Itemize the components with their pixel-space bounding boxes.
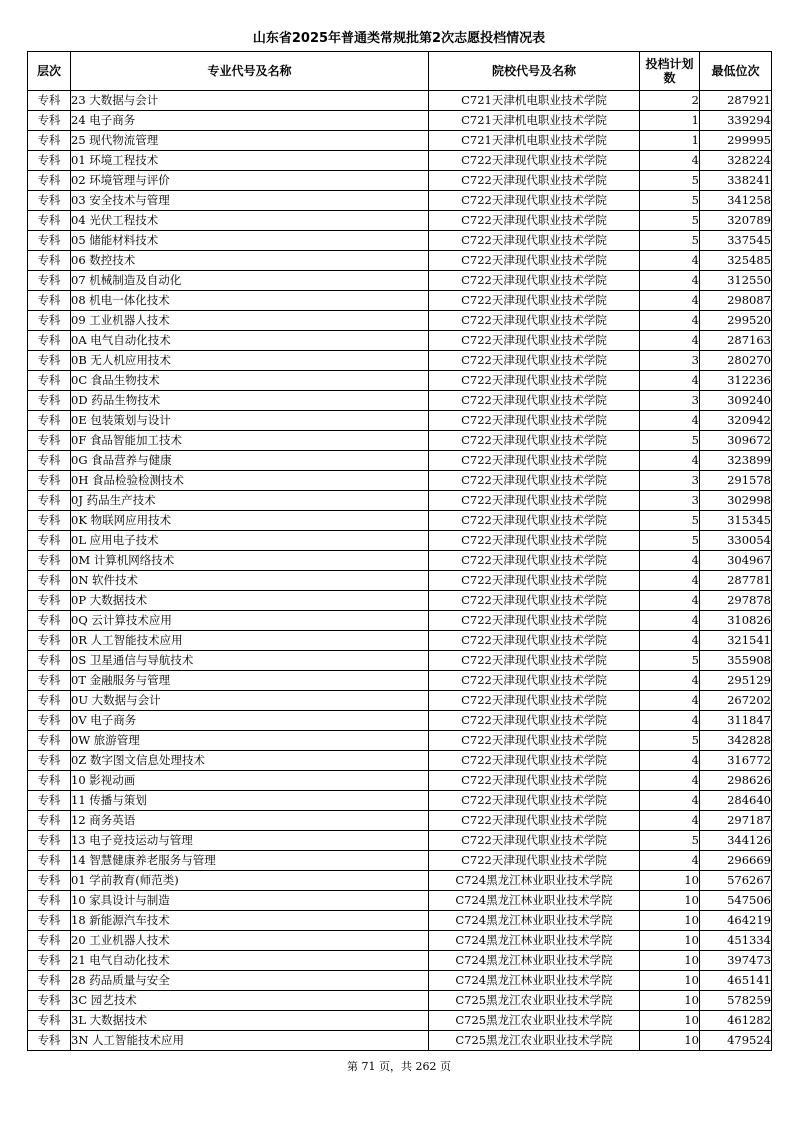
cell-major: 24 电子商务 — [71, 111, 429, 131]
cell-level: 专科 — [28, 531, 71, 551]
cell-level: 专科 — [28, 371, 71, 391]
cell-rank: 298626 — [700, 771, 772, 791]
cell-plan: 4 — [640, 811, 700, 831]
cell-school: C722天津现代职业技术学院 — [429, 571, 640, 591]
cell-level: 专科 — [28, 351, 71, 371]
table-row — [28, 371, 772, 391]
cell-level: 专科 — [28, 651, 71, 671]
cell-plan: 4 — [640, 311, 700, 331]
cell-level: 专科 — [28, 911, 71, 931]
cell-school: C722天津现代职业技术学院 — [429, 631, 640, 651]
cell-plan: 4 — [640, 331, 700, 351]
cell-school: C722天津现代职业技术学院 — [429, 151, 640, 171]
cell-rank: 461282 — [700, 1011, 772, 1031]
cell-school: C722天津现代职业技术学院 — [429, 751, 640, 771]
cell-school: C722天津现代职业技术学院 — [429, 411, 640, 431]
cell-plan: 4 — [640, 291, 700, 311]
cell-rank: 341258 — [700, 191, 772, 211]
cell-rank: 309672 — [700, 431, 772, 451]
cell-rank: 342828 — [700, 731, 772, 751]
cell-major: 3N 人工智能技术应用 — [71, 1031, 429, 1051]
table-row — [28, 411, 772, 431]
cell-school: C722天津现代职业技术学院 — [429, 791, 640, 811]
cell-major: 20 工业机器人技术 — [71, 931, 429, 951]
table-row — [28, 911, 772, 931]
cell-level: 专科 — [28, 571, 71, 591]
cell-level: 专科 — [28, 551, 71, 571]
cell-major: 07 机械制造及自动化 — [71, 271, 429, 291]
cell-plan: 4 — [640, 771, 700, 791]
cell-school: C722天津现代职业技术学院 — [429, 711, 640, 731]
cell-rank: 287921 — [700, 91, 772, 111]
cell-level: 专科 — [28, 271, 71, 291]
table-row — [28, 771, 772, 791]
cell-school: C722天津现代职业技术学院 — [429, 331, 640, 351]
cell-level: 专科 — [28, 491, 71, 511]
cell-school: C722天津现代职业技术学院 — [429, 811, 640, 831]
cell-school: C722天津现代职业技术学院 — [429, 231, 640, 251]
cell-level: 专科 — [28, 991, 71, 1011]
cell-rank: 465141 — [700, 971, 772, 991]
cell-school: C722天津现代职业技术学院 — [429, 431, 640, 451]
cell-plan: 3 — [640, 391, 700, 411]
cell-level: 专科 — [28, 751, 71, 771]
cell-major: 0B 无人机应用技术 — [71, 351, 429, 371]
cell-rank: 479524 — [700, 1031, 772, 1051]
cell-level: 专科 — [28, 1011, 71, 1031]
cell-plan: 4 — [640, 611, 700, 631]
cell-major: 0P 大数据技术 — [71, 591, 429, 611]
cell-plan: 4 — [640, 271, 700, 291]
cell-major: 0U 大数据与会计 — [71, 691, 429, 711]
table-row — [28, 91, 772, 111]
cell-level: 专科 — [28, 691, 71, 711]
cell-school: C721天津机电职业技术学院 — [429, 91, 640, 111]
table-row — [28, 451, 772, 471]
cell-school: C722天津现代职业技术学院 — [429, 731, 640, 751]
table-row — [28, 251, 772, 271]
cell-major: 0T 金融服务与管理 — [71, 671, 429, 691]
cell-rank: 287163 — [700, 331, 772, 351]
cell-level: 专科 — [28, 871, 71, 891]
cell-major: 0K 物联网应用技术 — [71, 511, 429, 531]
cell-major: 0H 食品检验检测技术 — [71, 471, 429, 491]
cell-school: C724黑龙江林业职业技术学院 — [429, 951, 640, 971]
cell-level: 专科 — [28, 631, 71, 651]
cell-major: 0R 人工智能技术应用 — [71, 631, 429, 651]
cell-school: C722天津现代职业技术学院 — [429, 391, 640, 411]
cell-plan: 10 — [640, 931, 700, 951]
cell-major: 14 智慧健康养老服务与管理 — [71, 851, 429, 871]
cell-school: C722天津现代职业技术学院 — [429, 831, 640, 851]
table-body — [28, 91, 772, 1051]
cell-school: C724黑龙江林业职业技术学院 — [429, 911, 640, 931]
cell-level: 专科 — [28, 431, 71, 451]
cell-school: C721天津机电职业技术学院 — [429, 131, 640, 151]
cell-plan: 10 — [640, 951, 700, 971]
cell-rank: 355908 — [700, 651, 772, 671]
cell-level: 专科 — [28, 931, 71, 951]
table-row — [28, 311, 772, 331]
cell-level: 专科 — [28, 1031, 71, 1051]
cell-rank: 298087 — [700, 291, 772, 311]
cell-school: C722天津现代职业技术学院 — [429, 191, 640, 211]
cell-major: 13 电子竞技运动与管理 — [71, 831, 429, 851]
cell-rank: 299520 — [700, 311, 772, 331]
cell-rank: 296669 — [700, 851, 772, 871]
cell-level: 专科 — [28, 111, 71, 131]
table-row — [28, 751, 772, 771]
cell-school: C722天津现代职业技术学院 — [429, 351, 640, 371]
cell-plan: 5 — [640, 651, 700, 671]
cell-rank: 330054 — [700, 531, 772, 551]
cell-level: 专科 — [28, 331, 71, 351]
cell-level: 专科 — [28, 811, 71, 831]
cell-school: C722天津现代职业技术学院 — [429, 371, 640, 391]
cell-rank: 323899 — [700, 451, 772, 471]
cell-plan: 5 — [640, 511, 700, 531]
table-row — [28, 611, 772, 631]
cell-rank: 339294 — [700, 111, 772, 131]
table-row — [28, 351, 772, 371]
cell-school: C722天津现代职业技术学院 — [429, 591, 640, 611]
cell-plan: 4 — [640, 451, 700, 471]
cell-major: 0J 药品生产技术 — [71, 491, 429, 511]
cell-major: 0S 卫星通信与导航技术 — [71, 651, 429, 671]
cell-level: 专科 — [28, 831, 71, 851]
table-row — [28, 391, 772, 411]
cell-major: 0L 应用电子技术 — [71, 531, 429, 551]
cell-plan: 4 — [640, 671, 700, 691]
cell-plan: 4 — [640, 251, 700, 271]
header-school: 院校代号及名称 — [429, 52, 640, 91]
header-level: 层次 — [28, 52, 71, 91]
cell-level: 专科 — [28, 411, 71, 431]
table-row — [28, 651, 772, 671]
cell-plan: 4 — [640, 411, 700, 431]
cell-plan: 10 — [640, 871, 700, 891]
table-row — [28, 1011, 772, 1031]
cell-rank: 311847 — [700, 711, 772, 731]
cell-major: 0E 包装策划与设计 — [71, 411, 429, 431]
cell-major: 04 光伏工程技术 — [71, 211, 429, 231]
table-row — [28, 131, 772, 151]
cell-level: 专科 — [28, 971, 71, 991]
cell-plan: 10 — [640, 1011, 700, 1031]
cell-plan: 4 — [640, 551, 700, 571]
cell-school: C722天津现代职业技术学院 — [429, 491, 640, 511]
cell-school: C725黑龙江农业职业技术学院 — [429, 991, 640, 1011]
table-row — [28, 431, 772, 451]
cell-level: 专科 — [28, 311, 71, 331]
cell-major: 28 药品质量与安全 — [71, 971, 429, 991]
cell-major: 10 家具设计与制造 — [71, 891, 429, 911]
table-row — [28, 231, 772, 251]
cell-plan: 3 — [640, 471, 700, 491]
cell-level: 专科 — [28, 891, 71, 911]
cell-rank: 547506 — [700, 891, 772, 911]
cell-rank: 397473 — [700, 951, 772, 971]
cell-level: 专科 — [28, 471, 71, 491]
cell-rank: 291578 — [700, 471, 772, 491]
cell-school: C721天津机电职业技术学院 — [429, 111, 640, 131]
cell-rank: 320942 — [700, 411, 772, 431]
page-title: 山东省2025年普通类常规批第2次志愿投档情况表 — [252, 31, 546, 46]
cell-school: C724黑龙江林业职业技术学院 — [429, 891, 640, 911]
cell-major: 09 工业机器人技术 — [71, 311, 429, 331]
cell-plan: 4 — [640, 571, 700, 591]
cell-school: C722天津现代职业技术学院 — [429, 551, 640, 571]
cell-major: 10 影视动画 — [71, 771, 429, 791]
table-row — [28, 151, 772, 171]
cell-plan: 4 — [640, 591, 700, 611]
cell-rank: 280270 — [700, 351, 772, 371]
table-row — [28, 851, 772, 871]
cell-school: C722天津现代职业技术学院 — [429, 251, 640, 271]
cell-rank: 312550 — [700, 271, 772, 291]
cell-school: C722天津现代职业技术学院 — [429, 851, 640, 871]
cell-rank: 576267 — [700, 871, 772, 891]
table-row — [28, 571, 772, 591]
table-row — [28, 471, 772, 491]
cell-school: C722天津现代职业技术学院 — [429, 451, 640, 471]
cell-plan: 5 — [640, 191, 700, 211]
cell-rank: 328224 — [700, 151, 772, 171]
admission-table — [27, 51, 772, 1051]
cell-rank: 297878 — [700, 591, 772, 611]
cell-major: 3L 大数据技术 — [71, 1011, 429, 1031]
table-row — [28, 271, 772, 291]
cell-school: C722天津现代职业技术学院 — [429, 511, 640, 531]
table-row — [28, 111, 772, 131]
cell-plan: 10 — [640, 991, 700, 1011]
cell-major: 03 安全技术与管理 — [71, 191, 429, 211]
page-footer: 第 71 页，共 262 页 — [347, 1060, 451, 1073]
table-row — [28, 811, 772, 831]
cell-major: 3C 园艺技术 — [71, 991, 429, 1011]
cell-rank: 299995 — [700, 131, 772, 151]
cell-rank: 304967 — [700, 551, 772, 571]
cell-level: 专科 — [28, 511, 71, 531]
table-row — [28, 551, 772, 571]
cell-rank: 344126 — [700, 831, 772, 851]
table-row — [28, 871, 772, 891]
table-row — [28, 211, 772, 231]
cell-major: 01 环境工程技术 — [71, 151, 429, 171]
cell-level: 专科 — [28, 951, 71, 971]
cell-major: 02 环境管理与评价 — [71, 171, 429, 191]
cell-school: C722天津现代职业技术学院 — [429, 271, 640, 291]
cell-rank: 578259 — [700, 991, 772, 1011]
cell-school: C722天津现代职业技术学院 — [429, 211, 640, 231]
table-row — [28, 1031, 772, 1051]
table-row — [28, 951, 772, 971]
cell-major: 0W 旅游管理 — [71, 731, 429, 751]
cell-plan: 5 — [640, 211, 700, 231]
cell-level: 专科 — [28, 171, 71, 191]
cell-school: C722天津现代职业技术学院 — [429, 671, 640, 691]
header-major: 专业代号及名称 — [71, 52, 429, 91]
cell-plan: 10 — [640, 891, 700, 911]
cell-plan: 4 — [640, 151, 700, 171]
table-row — [28, 291, 772, 311]
cell-level: 专科 — [28, 131, 71, 151]
cell-major: 23 大数据与会计 — [71, 91, 429, 111]
table-row — [28, 671, 772, 691]
cell-level: 专科 — [28, 791, 71, 811]
cell-major: 0Q 云计算技术应用 — [71, 611, 429, 631]
cell-level: 专科 — [28, 771, 71, 791]
cell-plan: 10 — [640, 911, 700, 931]
cell-plan: 1 — [640, 111, 700, 131]
cell-plan: 5 — [640, 231, 700, 251]
cell-rank: 338241 — [700, 171, 772, 191]
cell-plan: 5 — [640, 171, 700, 191]
cell-rank: 312236 — [700, 371, 772, 391]
cell-plan: 5 — [640, 831, 700, 851]
cell-level: 专科 — [28, 291, 71, 311]
cell-major: 11 传播与策划 — [71, 791, 429, 811]
cell-major: 05 储能材料技术 — [71, 231, 429, 251]
table-row — [28, 331, 772, 351]
cell-level: 专科 — [28, 451, 71, 471]
cell-major: 01 学前教育(师范类) — [71, 871, 429, 891]
cell-rank: 321541 — [700, 631, 772, 651]
cell-school: C722天津现代职业技术学院 — [429, 651, 640, 671]
cell-plan: 4 — [640, 791, 700, 811]
cell-major: 0Z 数字图文信息处理技术 — [71, 751, 429, 771]
cell-plan: 4 — [640, 751, 700, 771]
cell-major: 0C 食品生物技术 — [71, 371, 429, 391]
cell-level: 专科 — [28, 851, 71, 871]
table-row — [28, 731, 772, 751]
cell-rank: 267202 — [700, 691, 772, 711]
cell-rank: 297187 — [700, 811, 772, 831]
table-row — [28, 531, 772, 551]
cell-rank: 320789 — [700, 211, 772, 231]
cell-plan: 10 — [640, 1031, 700, 1051]
cell-school: C722天津现代职业技术学院 — [429, 171, 640, 191]
cell-plan: 3 — [640, 491, 700, 511]
table-row — [28, 891, 772, 911]
table-row — [28, 791, 772, 811]
cell-level: 专科 — [28, 231, 71, 251]
cell-plan: 5 — [640, 531, 700, 551]
table-row — [28, 191, 772, 211]
cell-major: 0D 药品生物技术 — [71, 391, 429, 411]
table-row — [28, 591, 772, 611]
cell-major: 21 电气自动化技术 — [71, 951, 429, 971]
cell-level: 专科 — [28, 671, 71, 691]
table-row — [28, 691, 772, 711]
cell-school: C722天津现代职业技术学院 — [429, 311, 640, 331]
cell-rank: 451334 — [700, 931, 772, 951]
cell-plan: 4 — [640, 851, 700, 871]
cell-major: 0F 食品智能加工技术 — [71, 431, 429, 451]
cell-level: 专科 — [28, 211, 71, 231]
cell-major: 25 现代物流管理 — [71, 131, 429, 151]
cell-plan: 4 — [640, 711, 700, 731]
header-rank: 最低位次 — [700, 52, 772, 91]
cell-school: C724黑龙江林业职业技术学院 — [429, 931, 640, 951]
cell-rank: 464219 — [700, 911, 772, 931]
cell-level: 专科 — [28, 611, 71, 631]
cell-rank: 295129 — [700, 671, 772, 691]
cell-major: 0M 计算机网络技术 — [71, 551, 429, 571]
cell-rank: 309240 — [700, 391, 772, 411]
cell-plan: 5 — [640, 731, 700, 751]
cell-level: 专科 — [28, 251, 71, 271]
cell-level: 专科 — [28, 191, 71, 211]
cell-school: C722天津现代职业技术学院 — [429, 771, 640, 791]
table-row — [28, 171, 772, 191]
cell-major: 0V 电子商务 — [71, 711, 429, 731]
cell-school: C724黑龙江林业职业技术学院 — [429, 971, 640, 991]
cell-level: 专科 — [28, 391, 71, 411]
cell-major: 0N 软件技术 — [71, 571, 429, 591]
cell-plan: 10 — [640, 971, 700, 991]
table-row — [28, 711, 772, 731]
table-row — [28, 511, 772, 531]
cell-major: 0A 电气自动化技术 — [71, 331, 429, 351]
cell-school: C722天津现代职业技术学院 — [429, 471, 640, 491]
cell-rank: 337545 — [700, 231, 772, 251]
cell-plan: 5 — [640, 431, 700, 451]
cell-plan: 2 — [640, 91, 700, 111]
table-row — [28, 631, 772, 651]
cell-school: C722天津现代职业技术学院 — [429, 291, 640, 311]
cell-plan: 4 — [640, 691, 700, 711]
cell-rank: 310826 — [700, 611, 772, 631]
cell-school: C725黑龙江农业职业技术学院 — [429, 1011, 640, 1031]
cell-school: C722天津现代职业技术学院 — [429, 611, 640, 631]
cell-rank: 284640 — [700, 791, 772, 811]
cell-major: 08 机电一体化技术 — [71, 291, 429, 311]
cell-major: 18 新能源汽车技术 — [71, 911, 429, 931]
cell-rank: 325485 — [700, 251, 772, 271]
cell-rank: 316772 — [700, 751, 772, 771]
table-header-row — [28, 52, 772, 91]
cell-school: C725黑龙江农业职业技术学院 — [429, 1031, 640, 1051]
cell-plan: 3 — [640, 351, 700, 371]
cell-major: 12 商务英语 — [71, 811, 429, 831]
cell-rank: 302998 — [700, 491, 772, 511]
table-row — [28, 931, 772, 951]
cell-level: 专科 — [28, 711, 71, 731]
cell-major: 06 数控技术 — [71, 251, 429, 271]
table-row — [28, 491, 772, 511]
cell-plan: 4 — [640, 371, 700, 391]
table-row — [28, 971, 772, 991]
cell-plan: 4 — [640, 631, 700, 651]
cell-plan: 1 — [640, 131, 700, 151]
table-row — [28, 991, 772, 1011]
cell-school: C722天津现代职业技术学院 — [429, 691, 640, 711]
cell-school: C722天津现代职业技术学院 — [429, 531, 640, 551]
header-plan: 投档计划数 — [640, 52, 700, 91]
cell-level: 专科 — [28, 731, 71, 751]
cell-level: 专科 — [28, 91, 71, 111]
cell-major: 0G 食品营养与健康 — [71, 451, 429, 471]
cell-rank: 287781 — [700, 571, 772, 591]
cell-rank: 315345 — [700, 511, 772, 531]
cell-level: 专科 — [28, 591, 71, 611]
table-row — [28, 831, 772, 851]
cell-school: C724黑龙江林业职业技术学院 — [429, 871, 640, 891]
cell-level: 专科 — [28, 151, 71, 171]
